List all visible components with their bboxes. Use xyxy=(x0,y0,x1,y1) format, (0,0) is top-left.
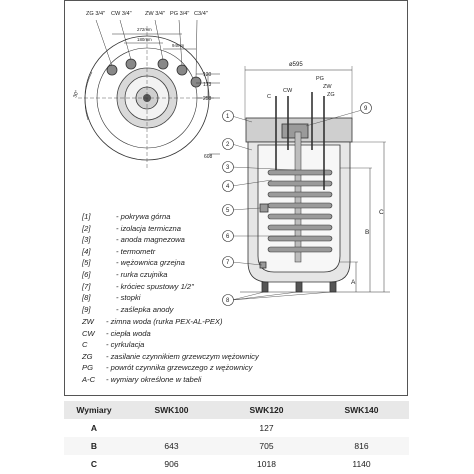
legend-item: C - cyrkulacja xyxy=(82,340,145,350)
port-c xyxy=(191,77,201,87)
parts-legend xyxy=(82,211,194,315)
sensor-tube xyxy=(260,204,268,212)
dim-180: 180mm xyxy=(137,37,152,42)
legend-item: [8] - stopki xyxy=(82,293,141,303)
callout-9: 9 xyxy=(364,106,368,112)
table-cell: 816 xyxy=(314,437,409,455)
dim-94: 94mm xyxy=(172,43,185,48)
callout-7: 7 xyxy=(226,260,230,266)
legend-item: [4] - termometr xyxy=(82,246,156,256)
table-cell xyxy=(124,419,219,437)
width-label: ø595 xyxy=(289,62,303,68)
conn-zw: ZW xyxy=(323,84,332,90)
table-cell: 643 xyxy=(124,437,219,455)
table-header-cell: SWK140 xyxy=(314,401,409,419)
callout-8: 8 xyxy=(226,298,230,304)
port-pg xyxy=(177,65,187,75)
callout-6: 6 xyxy=(226,234,230,240)
foot-left xyxy=(262,282,268,292)
dim-a: A xyxy=(351,279,356,286)
legend-item: [5] - wężownica grzejna xyxy=(82,258,185,268)
port-cw xyxy=(126,59,136,69)
label-zw: ZW 3/4" xyxy=(145,11,166,17)
table-row-label: C xyxy=(90,459,98,469)
legend-item: ZG - zasilanie czynnikiem grzewczym wężownicy xyxy=(82,351,259,361)
conn-pg: PG xyxy=(316,76,324,82)
callout-1: 1 xyxy=(226,114,230,120)
foot-center xyxy=(296,282,302,292)
legend-item: [1] - pokrywa górna xyxy=(82,212,171,221)
dim-b: B xyxy=(365,229,370,236)
legend-item: [3] - anoda magnezowa xyxy=(82,235,185,245)
conn-c: C xyxy=(267,94,271,100)
table-cell: 906 xyxy=(164,459,179,469)
dim-608: 608 xyxy=(204,154,213,160)
table-row xyxy=(64,437,409,455)
callout-2: 2 xyxy=(226,142,230,148)
legend-item: CW - ciepła woda xyxy=(82,328,151,338)
label-cw: CW 3/4" xyxy=(111,11,132,17)
foot-right xyxy=(330,282,336,292)
legend-item: PG - powrót czynnika grzewczego z wężownicy xyxy=(82,363,253,373)
table-row-label: A xyxy=(90,423,98,433)
dim-c: C xyxy=(379,209,384,216)
connections-legend xyxy=(82,316,259,386)
legend-item: A-C - wymiary określone w tabeli xyxy=(82,374,202,384)
callout-4: 4 xyxy=(226,184,230,190)
port-zg xyxy=(107,65,117,75)
angle-label: 30° xyxy=(72,89,81,99)
dim-272: 272mm xyxy=(137,27,152,32)
legend-item: [6] - rurka czujnika xyxy=(82,269,168,279)
legend-item: [2] - izolacja termiczna xyxy=(82,223,181,233)
port-zw xyxy=(158,59,168,69)
table-header-cell: Wymiary xyxy=(64,401,124,419)
conn-zg: ZG xyxy=(327,92,335,98)
conn-cw: CW xyxy=(283,88,293,94)
callout-5: 5 xyxy=(226,208,230,214)
side-view xyxy=(232,66,390,300)
dim-258: 258 xyxy=(203,96,212,102)
callout-3: 3 xyxy=(226,165,230,171)
table-row-label: B xyxy=(64,437,124,455)
label-pg: PG 3/4" xyxy=(170,11,190,17)
legend-item: [7] - króciec spustowy 1/2" xyxy=(82,281,194,291)
table-header-row xyxy=(64,401,409,419)
table-row xyxy=(64,419,409,437)
dimensions-table xyxy=(64,401,409,473)
top-view xyxy=(78,20,220,170)
legend-item: ZW - zimna woda (rurka PEX-AL-PEX) xyxy=(82,317,223,326)
table-cell: 1140 xyxy=(352,459,371,469)
table-cell: 1018 xyxy=(257,459,276,469)
table-cell xyxy=(314,419,409,437)
table-cell: 705 xyxy=(219,437,314,455)
table-header-cell: SWK120 xyxy=(219,401,314,419)
label-zg: ZG 3/4" xyxy=(86,11,106,17)
legend-item: [9] - zaślepka anody xyxy=(82,304,174,314)
dim-173: 173 xyxy=(203,82,212,88)
table-row xyxy=(64,455,409,473)
table-cell: 127 xyxy=(259,423,274,433)
table-header-cell: SWK100 xyxy=(124,401,219,419)
dim-120: 120 xyxy=(203,72,212,78)
label-c: C3/4" xyxy=(194,11,208,17)
